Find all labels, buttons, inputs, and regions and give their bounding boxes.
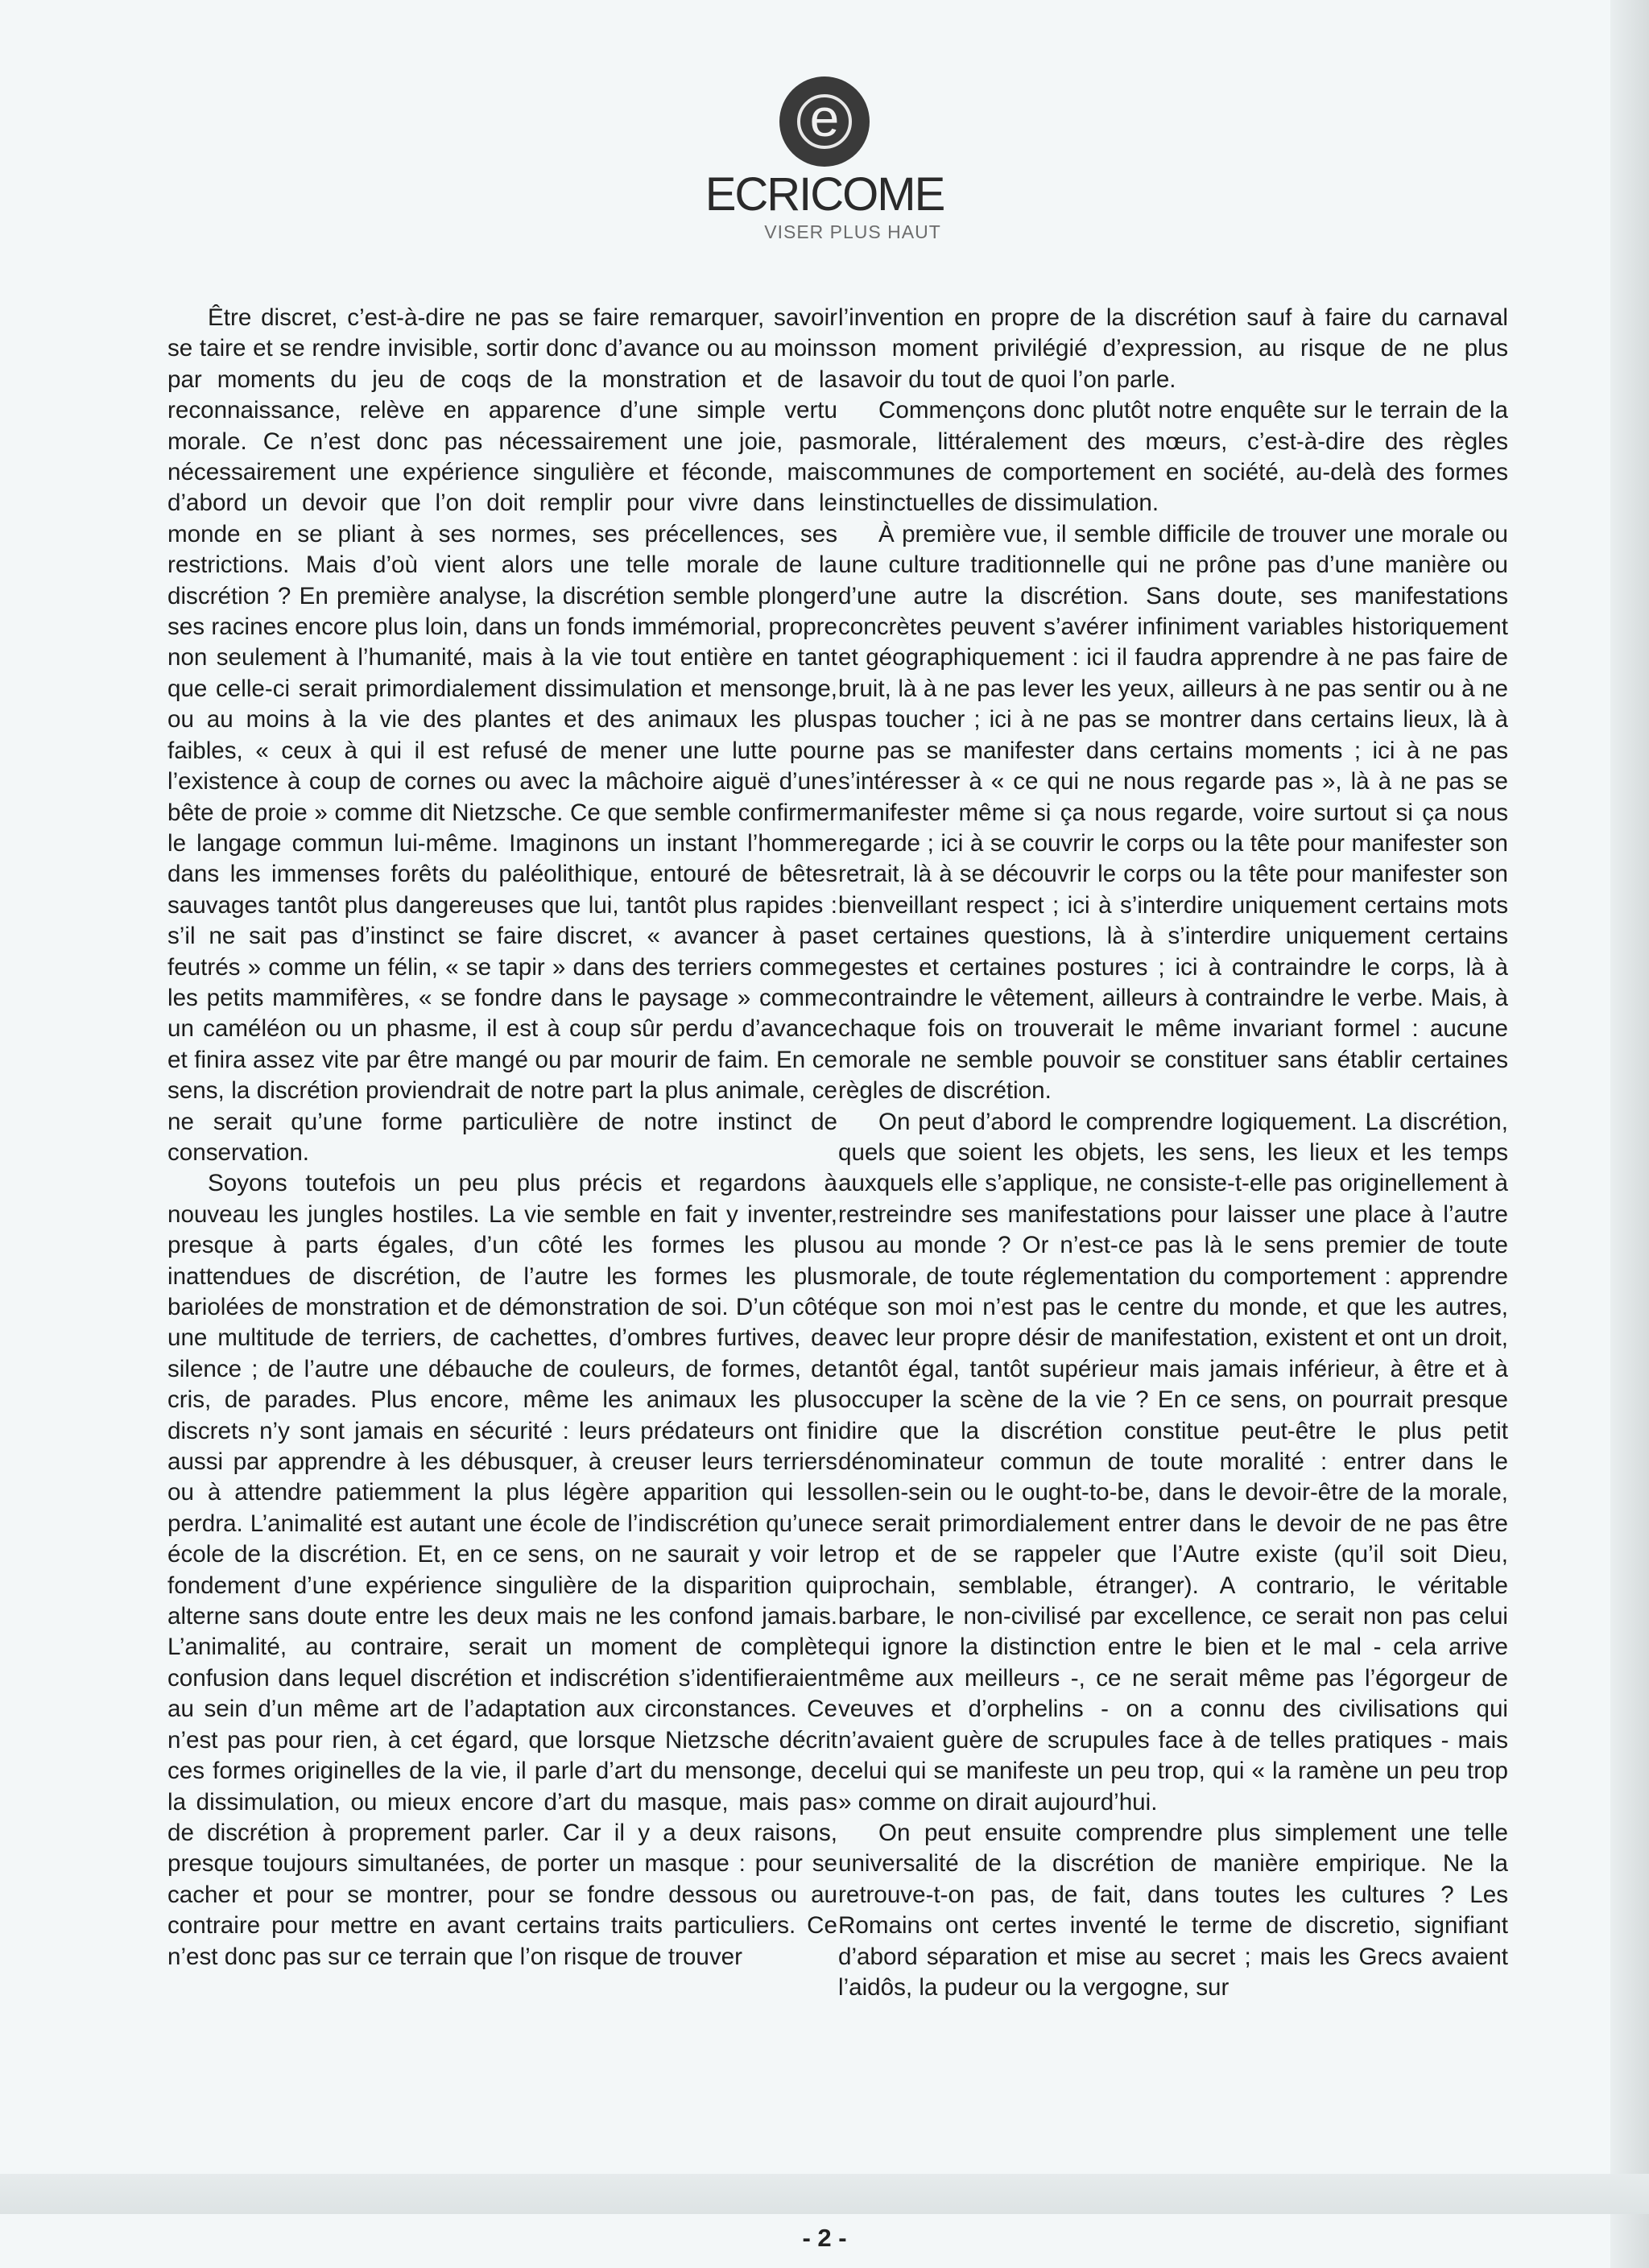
- left-text-column: [167, 303, 837, 1973]
- logo-letter: e: [809, 88, 840, 147]
- ecricome-logo: [0, 76, 1649, 242]
- paragraph-continued: l’invention en propre de la discrétion sauf à faire du carnaval son moment privilégié d’expression, au risque de ne plus savoir du tout de quoi l’on parle.: [838, 304, 1508, 393]
- logo-brand-name: ECRICOME: [705, 168, 944, 221]
- paragraph: Soyons toutefois un peu plus précis et regardons à nouveau les jungles hostiles. La vie semble en fait y inventer, presque à parts égales, d’un côté les formes les plus inattendues de discrétion, de l’autre les formes les plus bariolées de monstration et de démonstration de soi. D’un côté une multitude de terriers, de cachettes, d’ombres furtives, de silence ; de l’autre une débauche de couleurs, de formes, de cris, de parades. Plus encore, même les animaux les plus discrets n’y sont jamais en sécurité : leurs prédateurs ont fini aussi par apprendre à les débusquer, à creuser leurs terriers ou à attendre patiemment la plus légère apparition qui les perdra. L’animalité est autant une école de l’indiscrétion qu’une école de la discrétion. Et, en ce sens, on ne saurait y voir le fondement d’une expérience singulière de la disparition qui alterne sans doute entre les deux mais ne les confond jamais. L’animalité, au contraire, serait un moment de complète confusion dans lequel discrétion et indiscrétion s’identifieraient au sein d’un même art de l’adaptation aux circonstances. Ce n’est pas pour rien, à cet égard, que lorsque Nietzsche décrit ces formes originelles de la vie, il parle d’art du mensonge, de la dissimulation, ou mieux encore d’art du masque, mais pas de discrétion à proprement parler. Car il y a deux raisons, presque toujours simultanées, de porter un masque : pour se cacher et pour se montrer, pour se fondre dessous ou au contraire pour mettre en avant certains traits particuliers. Ce n’est donc pas sur ce terrain que l’on risque de trouver: [167, 1170, 837, 1970]
- paragraph: Être discret, c’est-à-dire ne pas se faire remarquer, savoir se taire et se rendre invisible, sortir donc d’avance ou au moins par moments du jeu de coqs de la monstration et de la reconnaissance, relève en apparence d’une simple vertu morale. Ce n’est donc pas nécessairement une joie, pas nécessairement une expérience singulière et féconde, mais d’abord un devoir que l’on doit remplir pour vivre dans le monde en se pliant à ses normes, ses précellences, ses restrictions. Mais d’où vient alors une telle morale de la discrétion ? En première analyse, la discrétion semble plonger ses racines encore plus loin, dans un fonds immémorial, propre non seulement à l’humanité, mais à la vie tout entière en tant que celle-ci serait primordialement dissimulation et mensonge, ou au moins à la vie des plantes et des animaux les plus faibles, « ceux à qui il est refusé de mener une lutte pour l’existence à coup de cornes ou avec la mâchoire aiguë d’une bête de proie » comme dit Nietzsche. Ce que semble confirmer le langage commun lui-même. Imaginons un instant l’homme dans les immenses forêts du paléolithique, entouré de bêtes sauvages tantôt plus dangereuses que lui, tantôt plus rapides : s’il ne sait pas d’instinct se faire discret, « avancer à pas feutrés » comme un félin, « se tapir » dans des terriers comme les petits mammifères, « se fondre dans le paysage » comme un caméléon ou un phasme, il est à coup sûr perdu d’avance et finira assez vite par être mangé ou par mourir de faim. En ce sens, la discrétion proviendrait de notre part la plus animale, ce ne serait qu’une forme particulière de notre instinct de conservation.: [167, 304, 837, 1166]
- page-edge: [1610, 0, 1649, 2268]
- paragraph: On peut d’abord le comprendre logiquement. La discrétion, quels que soient les objets, les sens, les lieux et les temps auxquels elle s’applique, ne consiste-t-elle pas originellement à restreindre ses manifestations pour laisser une place à l’autre ou au monde ? Or n’est-ce pas là le sens premier de toute morale, de toute réglementation du comportement : apprendre que son moi n’est pas le centre du monde, et que les autres, avec leur propre désir de manifestation, existent et ont un droit, tantôt égal, tantôt supérieur mais jamais inférieur, à être et à occuper la scène de la vie ? En ce sens, on pourrait presque dire que la discrétion constitue peut-être le plus petit dénominateur commun de toute moralité : entrer dans le sollen-sein ou le ought-to-be, dans le devoir-être de la morale, ce serait primordialement entrer dans le devoir de ne pas être trop et de se rappeler que l’Autre existe (qu’il soit Dieu, prochain, semblable, étranger). A contrario, le véritable barbare, le non-civilisé par excellence, ce serait non pas celui qui ignore la distinction entre le bien et le mal - cela arrive même aux meilleurs -, ce ne serait même pas l’égorgeur de veuves et d’orphelins - on a connu des civilisations qui n’avaient guère de scrupules face à de telles pratiques - mais celui qui se manifeste un peu trop, qui « la ramène un peu trop » comme on dirait aujourd’hui.: [838, 1108, 1508, 1816]
- logo-tagline: VISER PLUS HAUT: [764, 221, 941, 242]
- page-number: - 2 -: [802, 2224, 847, 2252]
- logo-emblem: [779, 76, 870, 167]
- paragraph: À première vue, il semble difficile de trouver une morale ou une culture traditionnelle qui ne prône pas d’une manière ou d’une autre la discrétion. Sans doute, ses manifestations concrètes peuvent s’avérer infiniment variables historiquement et géographiquement : ici il faudra apprendre à ne pas faire de bruit, là à ne pas lever les yeux, ailleurs à ne pas sentir ou à ne pas toucher ; ici à ne pas se montrer dans certains lieux, là à ne pas se manifester dans certains moments ; ici à ne pas s’intéresser à « ce qui ne nous regarde pas », là à ne pas se manifester même si ça nous regarde, voire surtout si ça nous regarde ; ici à se couvrir le corps ou la tête pour manifester son retrait, là à se découvrir le corps ou la tête pour manifester son bienveillant respect ; ici à s’interdire uniquement certains mots et certaines questions, là à s’interdire uniquement certains gestes et certaines postures ; ici à contraindre le corps, là à contraindre le vêtement, ailleurs à contraindre le verbe. Mais, à chaque fois on trouverait le même invariant formel : aucune morale ne semble pouvoir se constituer sans établir certaines règles de discrétion.: [838, 520, 1508, 1105]
- footer-band: [0, 2174, 1649, 2214]
- paragraph: Commençons donc plutôt notre enquête sur le terrain de la morale, littéralement des mœurs, c’est-à-dire des règles communes de comportement en société, au-delà des formes instinctuelles de dissimulation.: [838, 397, 1508, 517]
- paragraph: On peut ensuite comprendre plus simplement une telle universalité de la discrétion de manière empirique. Ne la retrouve-t-on pas, de fait, dans toutes les cultures ? Les Romains ont certes inventé le terme de discretio, signifiant d’abord séparation et mise au secret ; mais les Grecs avaient l’aidôs, la pudeur ou la vergogne, sur: [838, 1819, 1508, 2001]
- right-text-column: [838, 303, 1508, 2003]
